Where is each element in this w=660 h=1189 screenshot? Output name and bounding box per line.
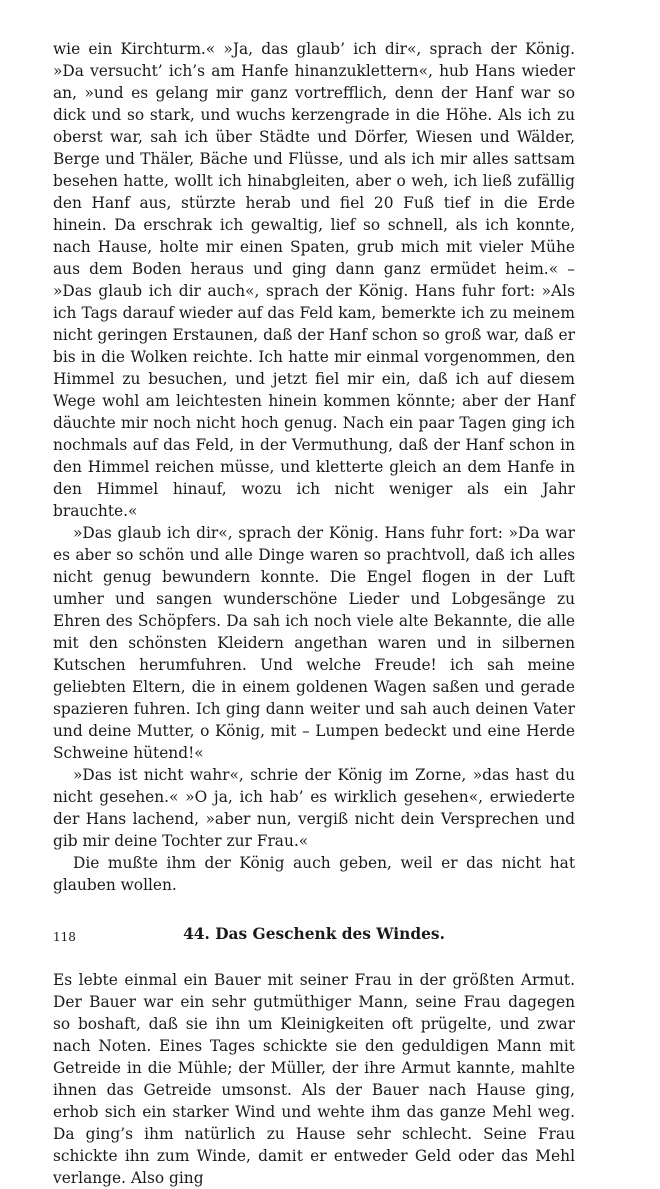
chapter-heading: 44. Das Geschenk des Windes. bbox=[183, 925, 445, 943]
paragraph-heaven-description: »Das glaub ich dir«, sprach der König. Hans fuhr fort: »Da war es aber so schön und alle Dinge waren so prachtvoll, daß ich alles nicht genug bewundern konnte. Die Engel flogen in der Luft umher und sangen wunderschöne Lieder und Lobgesänge zu Ehren des Schöpfers. Da sah ich noch viele alte Bekannte, die alle mit den schönsten Kleidern angethan waren und in silbernen Kutschen herumfuhren. Und welche Freude! ich sah meine geliebten Eltern, die in einem goldenen Wagen saßen und gerade spazieren fuhren. Ich ging dann weiter und sah auch deinen Vater und deine Mutter, o König, mit – Lumpen bedeckt und eine Herde Schweine hütend!« bbox=[53, 524, 575, 762]
paragraph-continuation: wie ein Kirchturm.« »Ja, das glaub’ ich dir«, sprach der König. »Da versucht’ ich’s am Hanfe hinanzuklettern«, hub Hans wieder an, »und es gelang mir ganz vortrefflich, denn der Hanf war so dick und so stark, und wuchs kerzengrade in die Höhe. Als ich zu oberst war, sah ich über Städte und Dörfer, Wiesen und Wälder, Berge und Thäler, Bäche und Flüsse, und als ich mir alles sattsam besehen hatte, wollt ich hinabgleiten, aber o weh, ich ließ zufällig den Hanf aus, stürzte herab und fiel 20 Fuß tief in die Erde hinein. Da erschrak ich gewaltig, lief so schnell, als ich konnte, nach Hause, holte mir einen Spaten, grub mich mit vieler Mühe aus dem Boden heraus und ging dann ganz ermüdet heim.« – »Das glaub ich dir auch«, sprach der König. Hans fuhr fort: »Als ich Tags darauf wieder auf das Feld kam, bemerkte ich zu meinem nicht geringen Erstaunen, daß der Hanf schon so groß war, daß er bis in die Wolken reichte. Ich hatte mir einmal vorgenommen, den Himmel zu besuchen, und jetzt fiel mir ein, daß ich auf diesem Wege wohl am leichtesten hinein kommen könnte; aber der Hanf däuchte mir noch nicht hoch genug. Nach ein paar Tagen ging ich nochmals auf das Feld, in der Vermuthung, daß der Hanf schon in den Himmel reichen müsse, und kletterte gleich an dem Hanfe in den Himmel hinauf, wozu ich nicht weniger als ein Jahr brauchte.« bbox=[53, 40, 575, 520]
book-page bbox=[53, 38, 575, 1189]
page-number: 118 bbox=[53, 930, 76, 944]
paragraph-story-start: Es lebte einmal ein Bauer mit seiner Frau in der größten Armut. Der Bauer war ein sehr gutmüthiger Mann, seine Frau dagegen so boshaft, daß sie ihn um Kleinigkeiten oft prügelte, und zwar nach Noten. Eines Tages schickte sie den geduldigen Mann mit Getreide in die Mühle; der Müller, der ihre Armut kannte, mahlte ihnen das Getreide umsonst. Als der Bauer nach Hause ging, erhob sich ein starker Wind und wehte ihm das ganze Mehl weg. Da ging’s ihm natürlich zu Hause sehr schlecht. Seine Frau schickte ihn zum Winde, damit er entweder Geld oder das Mehl verlange. Also ging bbox=[53, 971, 575, 1187]
paragraph-ending: Die mußte ihm der König auch geben, weil er das nicht hat glauben wollen. bbox=[53, 854, 575, 894]
paragraph-king-anger: »Das ist nicht wahr«, schrie der König im Zorne, »das hast du nicht gesehen.« »O ja, ich hab’ es wirklich gesehen«, erwiederte der Hans lachend, »aber nun, vergiß nicht dein Versprechen und gib mir deine Tochter zur Frau.« bbox=[53, 766, 575, 850]
